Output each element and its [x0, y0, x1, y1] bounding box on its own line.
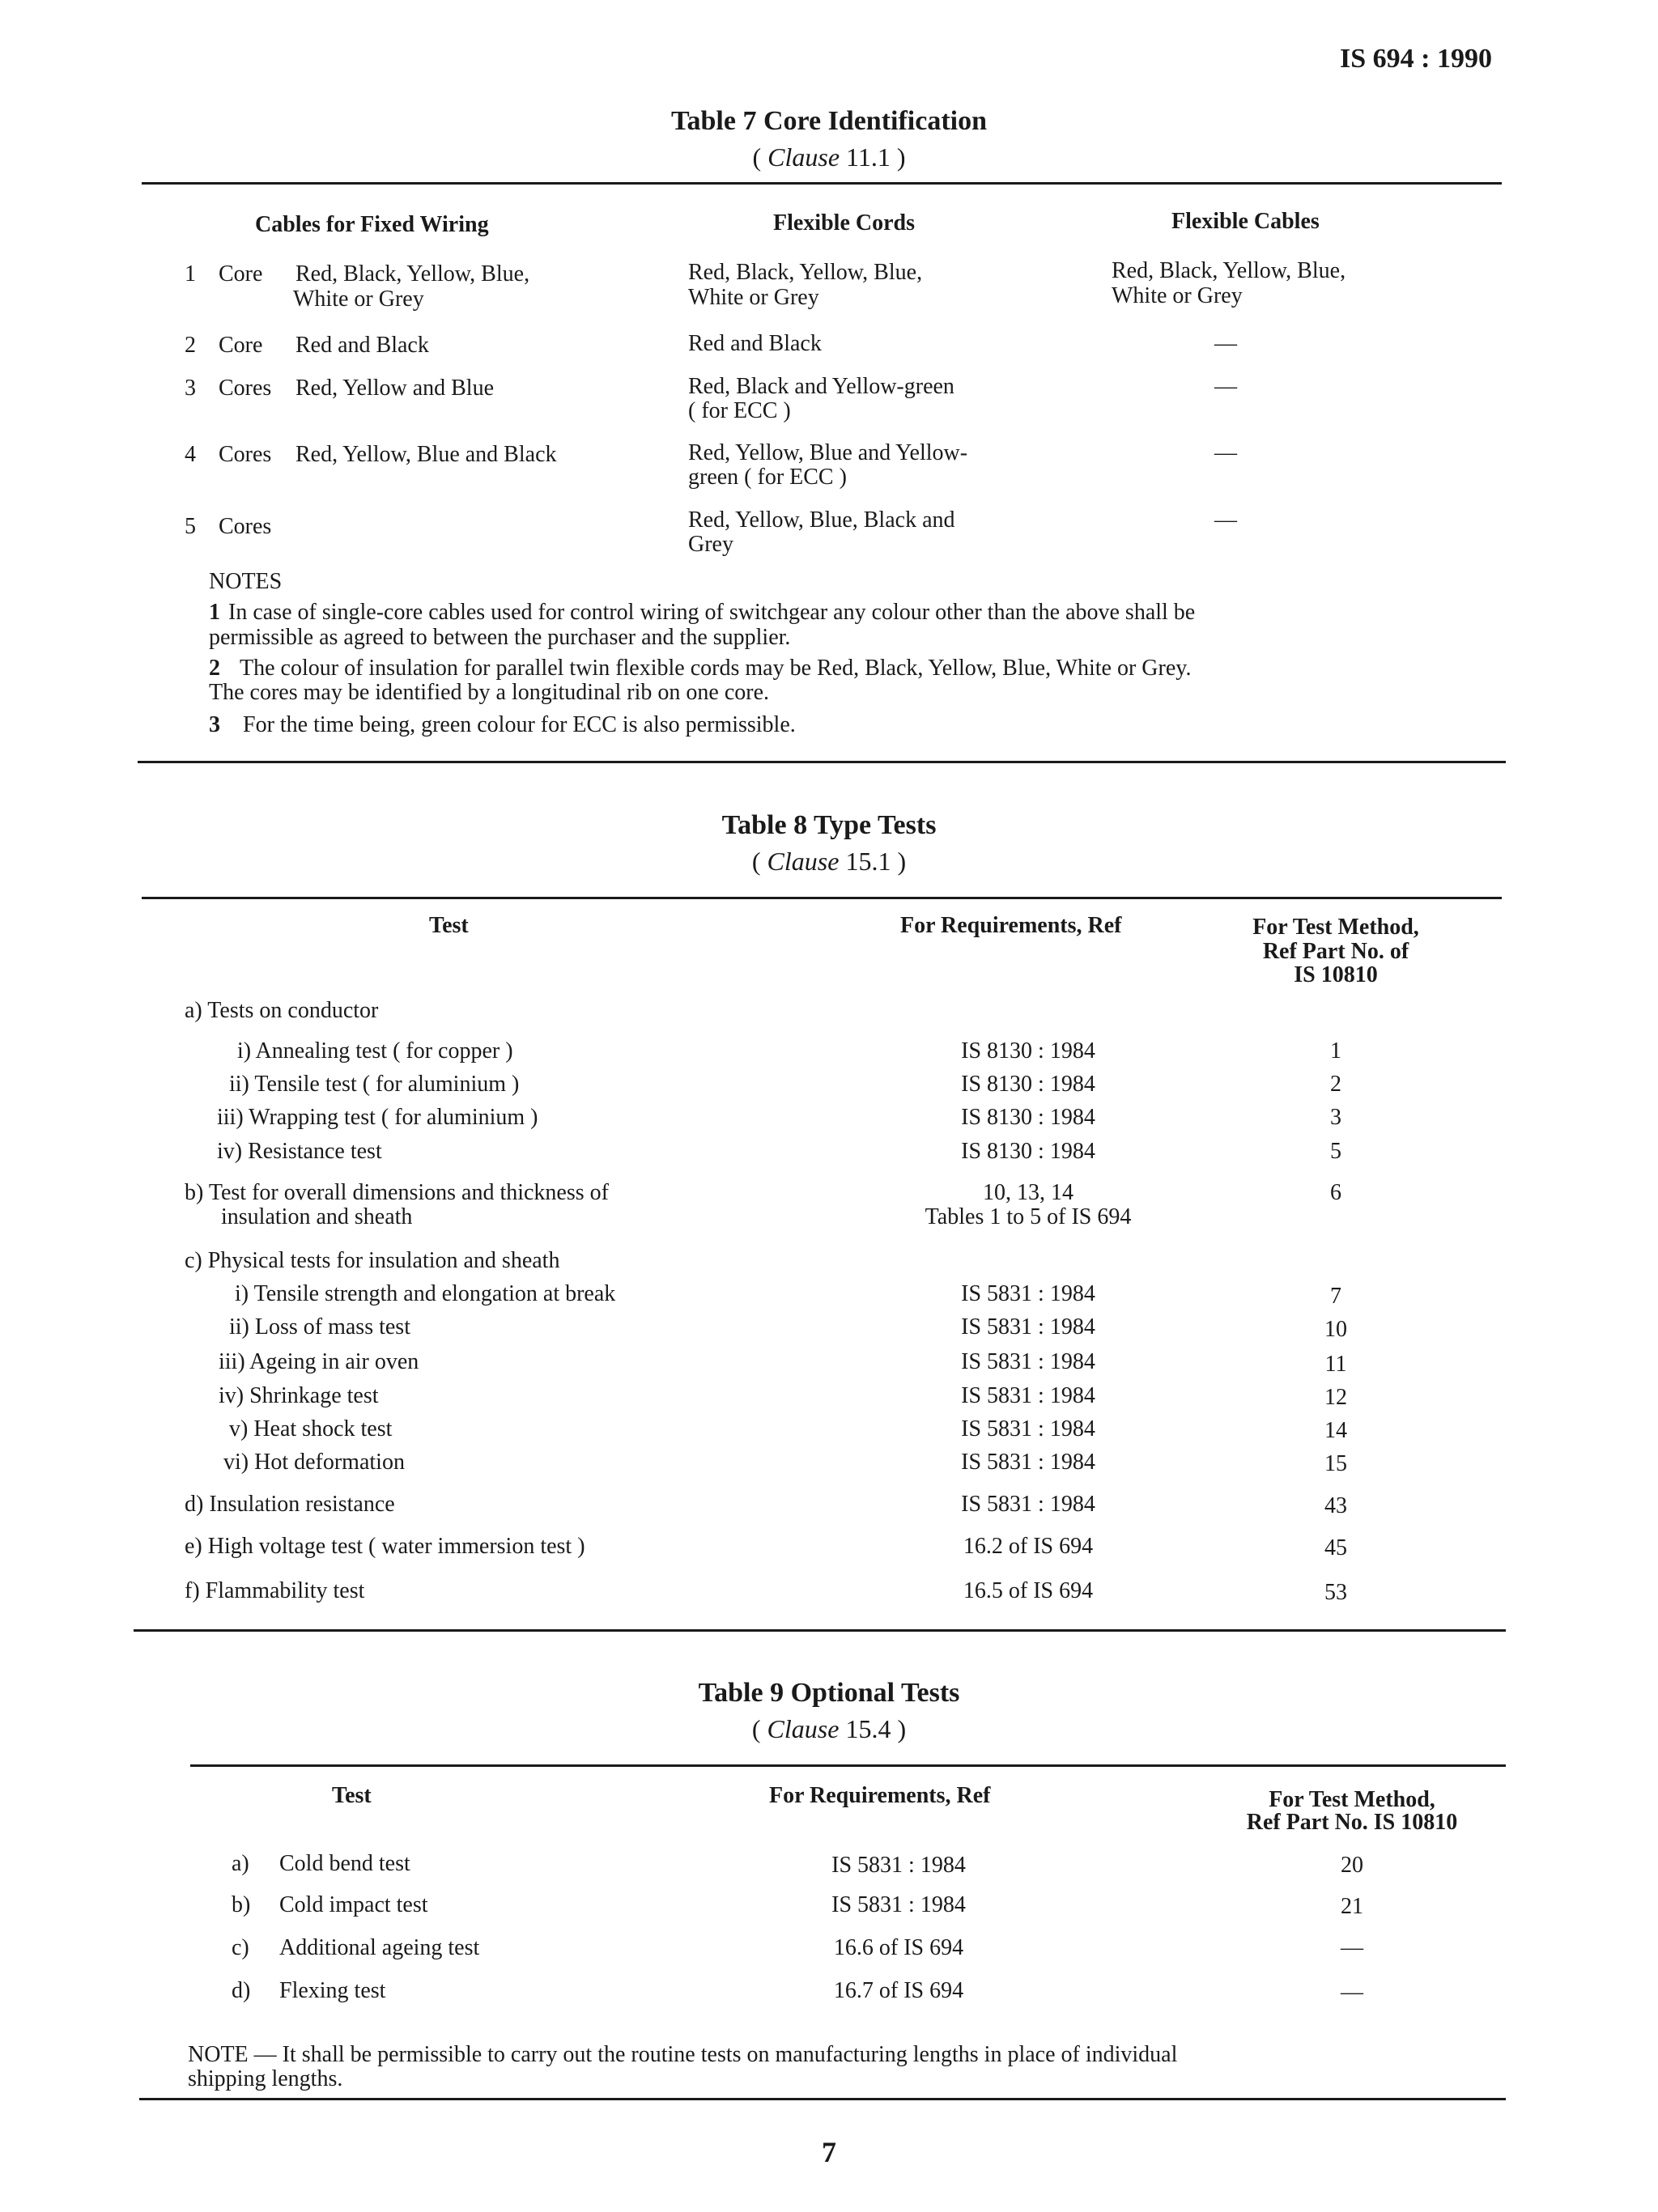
table7-fixed-cell: Red and Black	[295, 333, 429, 358]
table7-cords-cell: Red, Yellow, Blue and Yellow-	[688, 440, 968, 465]
table7-note-number: 2	[209, 656, 220, 681]
table7-cables-cell: White or Grey	[1112, 283, 1243, 308]
table8-req-cell: IS 8130 : 1984	[961, 1105, 1095, 1130]
table7-note-text: permissible as agreed to between the purchaser and the supplier.	[209, 625, 791, 650]
table7-cables-cell: Red, Black, Yellow, Blue,	[1112, 258, 1346, 283]
table9-header-test: Test	[332, 1783, 372, 1808]
table8-row-label: iii) Wrapping test ( for aluminium )	[217, 1105, 538, 1130]
table8-method-cell: 12	[1324, 1385, 1347, 1410]
table8-method-cell: 5	[1330, 1139, 1341, 1164]
table9-method-cell: —	[1341, 1980, 1363, 2005]
table8-req-cell: IS 5831 : 1984	[961, 1281, 1095, 1306]
table8-row-label: insulation and sheath	[221, 1204, 413, 1229]
table7-top-rule	[142, 182, 1502, 185]
table8-clause: ( Clause 15.1 )	[751, 847, 907, 876]
table7-cables-cell: —	[1214, 440, 1237, 465]
table8-req-cell: IS 5831 : 1984	[961, 1314, 1095, 1340]
table8-row-label: iv) Shrinkage test	[219, 1383, 379, 1408]
table8-title: Table 8 Type Tests	[721, 810, 937, 840]
table7-cords-cell: Grey	[688, 532, 733, 557]
table7-cords-cell: green ( for ECC )	[688, 465, 847, 490]
table8-req-cell: IS 5831 : 1984	[961, 1349, 1095, 1374]
table7-cables-cell: —	[1214, 507, 1237, 533]
table8-method-cell: 2	[1330, 1072, 1341, 1097]
table9-clause: ( Clause 15.4 )	[751, 1714, 907, 1743]
table8-method-cell: 3	[1330, 1105, 1341, 1130]
table8-req-cell: Tables 1 to 5 of IS 694	[925, 1204, 1132, 1229]
table9-row-letter: b)	[232, 1892, 251, 1917]
page-number: 7	[822, 2136, 836, 2168]
table7-note-text: The cores may be identified by a longitudinal rib on one core.	[209, 680, 770, 705]
table8-row-label: a) Tests on conductor	[185, 998, 379, 1023]
table8-row-label: i) Tensile strength and elongation at break	[235, 1281, 616, 1306]
table8-method-cell: 45	[1324, 1535, 1347, 1560]
table9-note: shipping lengths.	[188, 2066, 343, 2091]
table9-note: NOTE — It shall be permissible to carry out the routine tests on manufacturing lengths in place of individual	[188, 2042, 1178, 2067]
table7-header-fixed: Cables for Fixed Wiring	[255, 212, 489, 237]
table8-req-cell: IS 8130 : 1984	[961, 1072, 1095, 1097]
table9-method-cell: 20	[1341, 1853, 1363, 1878]
table8-req-cell: 16.2 of IS 694	[963, 1534, 1094, 1559]
table8-row-label: e) High voltage test ( water immersion test )	[185, 1534, 585, 1559]
table7-cords-cell: White or Grey	[688, 285, 819, 310]
table8-row-label: d) Insulation resistance	[185, 1492, 395, 1517]
table7-row-num: 2	[185, 333, 196, 358]
table7-note-number: 3	[209, 712, 220, 737]
table8-req-cell: IS 5831 : 1984	[961, 1450, 1095, 1475]
table9-test-cell: Additional ageing test	[279, 1935, 480, 1960]
table8-req-cell: IS 5831 : 1984	[961, 1492, 1095, 1517]
table7-note-text: The colour of insulation for parallel twin flexible cords may be Red, Black, Yellow, Blue, White or Grey.	[240, 656, 1192, 681]
table7-caption	[0, 104, 1658, 175]
table7-cords-cell: Red, Black and Yellow-green	[688, 374, 954, 399]
table8-row-label: vi) Hot deformation	[223, 1450, 405, 1475]
table7-notes-heading: NOTES	[209, 569, 283, 594]
table9-method-cell: —	[1341, 1935, 1363, 1960]
table9-row-letter: c)	[232, 1935, 249, 1960]
table9-test-cell: Cold impact test	[279, 1892, 428, 1917]
table8-req-cell: IS 8130 : 1984	[961, 1139, 1095, 1164]
standard-number: IS 694 : 1990	[1340, 44, 1492, 74]
table7-header-cables: Flexible Cables	[1171, 209, 1320, 234]
table9-top-rule	[190, 1764, 1506, 1767]
table9-title: Table 9 Optional Tests	[698, 1678, 960, 1708]
table9-row-letter: a)	[232, 1851, 249, 1876]
table7-row-label: Core	[219, 333, 263, 358]
table7-bottom-rule	[138, 761, 1506, 763]
table9-method-cell: 21	[1341, 1894, 1363, 1919]
table9-header-method: Ref Part No. IS 10810	[1246, 1810, 1458, 1835]
table8-row-label: f) Flammability test	[185, 1578, 365, 1603]
table7-row-num: 3	[185, 376, 196, 401]
table7-clause: ( Clause 11.1 )	[752, 142, 906, 172]
table8-row-label: iii) Ageing in air oven	[219, 1349, 419, 1374]
table8-row-label: v) Heat shock test	[229, 1416, 393, 1441]
table8-header-method: For Test Method,	[1252, 915, 1419, 940]
table8-req-cell: 16.5 of IS 694	[963, 1578, 1094, 1603]
table8-header-req: For Requirements, Ref	[900, 913, 1122, 938]
table8-method-cell: 10	[1324, 1317, 1347, 1342]
table8-row-label: b) Test for overall dimensions and thickness of	[185, 1180, 609, 1205]
table9-test-cell: Flexing test	[279, 1978, 386, 2003]
table8-method-cell: 7	[1330, 1284, 1341, 1309]
table8-method-cell: 11	[1324, 1352, 1347, 1377]
table8-header-method: Ref Part No. of	[1262, 939, 1409, 964]
table7-cords-cell: Red, Yellow, Blue, Black and	[688, 507, 955, 533]
table8-header-test: Test	[429, 913, 469, 938]
table7-row-label: Cores	[219, 376, 272, 401]
table8-req-cell: IS 5831 : 1984	[961, 1416, 1095, 1441]
table7-cables-cell: —	[1214, 374, 1237, 399]
table8-method-cell: 53	[1324, 1580, 1347, 1605]
table7-header-cords: Flexible Cords	[773, 210, 915, 236]
table7-row-label: Cores	[219, 514, 272, 539]
table8-method-cell: 6	[1330, 1180, 1341, 1205]
table7-fixed-cell: Red, Yellow and Blue	[295, 376, 494, 401]
table7-row-label: Cores	[219, 442, 272, 467]
table7-cords-cell: Red, Black, Yellow, Blue,	[688, 260, 923, 285]
table8-row-label: i) Annealing test ( for copper )	[237, 1038, 513, 1064]
table9-req-cell: 16.6 of IS 694	[833, 1935, 964, 1960]
table9-test-cell: Cold bend test	[279, 1851, 410, 1876]
table8-method-cell: 1	[1330, 1038, 1341, 1064]
table8-row-label: ii) Tensile test ( for aluminium )	[229, 1072, 520, 1097]
table8-caption	[0, 808, 1658, 879]
table8-row-label: iv) Resistance test	[217, 1139, 382, 1164]
table9-req-cell: IS 5831 : 1984	[831, 1892, 966, 1917]
table7-title: Table 7 Core Identification	[670, 106, 988, 136]
table8-req-cell: 10, 13, 14	[983, 1180, 1073, 1205]
table9-caption	[0, 1675, 1658, 1747]
table8-method-cell: 15	[1324, 1451, 1347, 1476]
table7-row-num: 1	[185, 261, 196, 287]
table8-bottom-rule	[134, 1629, 1506, 1632]
table7-fixed-cell: Red, Black, Yellow, Blue,	[295, 261, 530, 287]
table9-header-method: For Test Method,	[1269, 1787, 1435, 1812]
table7-fixed-cell: Red, Yellow, Blue and Black	[295, 442, 557, 467]
table9-row-letter: d)	[232, 1978, 251, 2003]
table8-top-rule	[142, 897, 1502, 899]
table9-req-cell: IS 5831 : 1984	[831, 1853, 966, 1878]
table8-method-cell: 14	[1324, 1418, 1347, 1443]
table9-req-cell: 16.7 of IS 694	[833, 1978, 964, 2003]
table7-cords-cell: ( for ECC )	[688, 398, 791, 423]
table7-cables-cell: —	[1214, 331, 1237, 356]
table8-method-cell: 43	[1324, 1493, 1347, 1518]
table8-row-label: c) Physical tests for insulation and sheath	[185, 1248, 560, 1273]
table8-req-cell: IS 5831 : 1984	[961, 1383, 1095, 1408]
table8-req-cell: IS 8130 : 1984	[961, 1038, 1095, 1064]
table7-row-num: 5	[185, 514, 196, 539]
table9-header-req: For Requirements, Ref	[769, 1783, 991, 1808]
table9-bottom-rule	[139, 2098, 1506, 2100]
table8-row-label: ii) Loss of mass test	[229, 1314, 410, 1340]
table7-row-num: 4	[185, 442, 196, 467]
table7-fixed-cell: White or Grey	[293, 287, 424, 312]
table7-note-text: In case of single-core cables used for control wiring of switchgear any colour other than the above shall be	[228, 600, 1196, 625]
table7-note-text: For the time being, green colour for ECC is also permissible.	[243, 712, 796, 737]
table8-header-method: IS 10810	[1294, 962, 1378, 987]
table7-cords-cell: Red and Black	[688, 331, 822, 356]
table7-note-number: 1	[209, 600, 220, 625]
table7-row-label: Core	[219, 261, 263, 287]
